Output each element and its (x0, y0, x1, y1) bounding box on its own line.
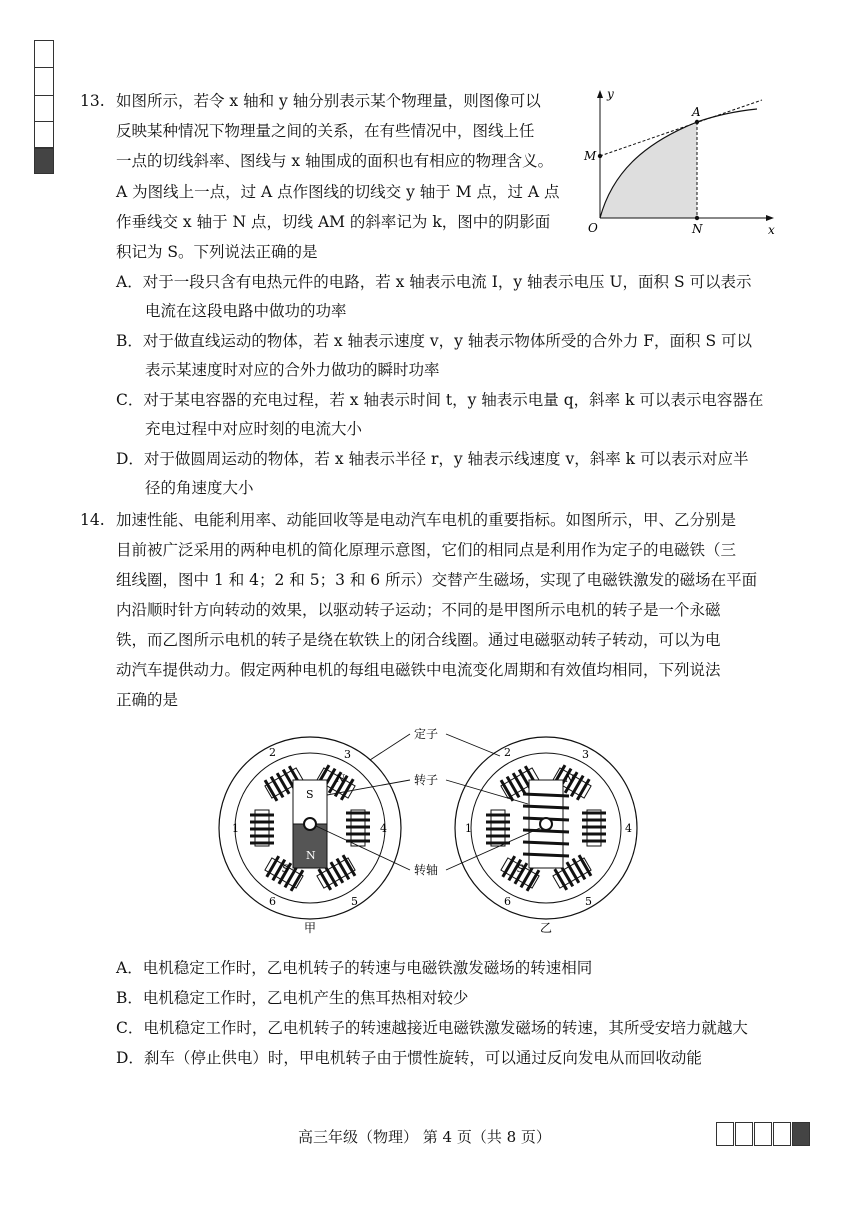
shaded-area (600, 122, 697, 218)
question-14-stem-line: 目前被广泛采用的两种电机的简化原理示意图，它们的相同点是利用作为定子的电磁铁（三 (116, 541, 737, 559)
point-m (598, 154, 602, 158)
question-13-stem-line: 反映某种情况下物理量之间的关系，在有些情况中，图线上任 (116, 122, 535, 140)
point-a-label: A (692, 105, 701, 119)
question-13-stem-line: 如图所示，若令 x 轴和 y 轴分别表示某个物理量，则图像可以 (116, 92, 541, 110)
stator-pole-n: N (565, 774, 574, 785)
question-13-stem-line: A 为图线上一点，过 A 点作图线的切线交 y 轴于 M 点，过 A 点 (116, 183, 560, 201)
coil-label-2: 2 (269, 746, 276, 759)
question-14-stem-line: 动汽车提供动力。假定两种电机的每组电磁铁中电流变化周期和有效值均相同，下列说法 (116, 661, 721, 679)
stator-pole-s: S (517, 864, 524, 875)
coil-label-2: 2 (504, 746, 511, 759)
question-14-option-d: D．刹车（停止供电）时，甲电机转子由于惯性旋转，可以通过反向发电从而回收动能 (116, 1049, 702, 1067)
coil-label-4: 4 (380, 822, 387, 835)
x-axis-label: x (768, 223, 775, 236)
coil-label-3: 3 (582, 748, 589, 761)
coil-label-6: 6 (269, 895, 276, 908)
footer-marker-box (735, 1122, 753, 1146)
point-a (695, 120, 699, 124)
coil-label-1: 1 (465, 822, 472, 835)
caption-yi: 乙 (540, 921, 553, 935)
footer-marker-box (754, 1122, 772, 1146)
label-stator: 定子 (414, 727, 439, 741)
question-13-stem-line: 积记为 S。下列说法正确的是 (116, 243, 318, 261)
footer-marker-box (716, 1122, 734, 1146)
page-marker-box (34, 122, 54, 148)
question-13-number: 13. (80, 92, 105, 110)
point-n (695, 216, 699, 220)
question-13-option-d: D．对于做圆周运动的物体，若 x 轴表示半径 r，y 轴表示线速度 v，斜率 k 可以表示对应半 (116, 450, 749, 468)
question-13-stem-line: 作垂线交 x 轴于 N 点，切线 AM 的斜率记为 k，图中的阴影面 (116, 213, 551, 231)
question-14-stem-line: 正确的是 (116, 691, 179, 709)
question-14-option-c: C．电机稳定工作时，乙电机转子的转速越接近电磁铁激发磁场的转速，其所受安培力就越大 (116, 1019, 748, 1037)
question-14-stem-line: 组线圈，图中 1 和 4；2 和 5；3 和 6 所示）交替产生磁场，实现了电磁铁激发的磁场在平面 (116, 571, 758, 589)
caption-jia: 甲 (304, 921, 317, 935)
page-marker-box (34, 96, 54, 122)
point-n-label: N (692, 222, 703, 236)
motor-diagram (210, 720, 650, 940)
y-axis-label: y (607, 87, 614, 101)
page-marker-box (34, 40, 54, 68)
motor-yi (455, 737, 637, 919)
question-13-graph (582, 84, 782, 236)
question-13-option-d-cont: 径的角速度大小 (145, 479, 254, 497)
page-footer: 高三年级（物理） 第 4 页（共 8 页） (298, 1128, 551, 1146)
question-13-option-c-cont: 充电过程中对应时刻的电流大小 (145, 420, 363, 438)
origin-label: O (588, 221, 598, 235)
stator-pole-n: N (336, 774, 345, 785)
label-rotor: 转子 (414, 773, 439, 787)
question-13-option-c: C．对于某电容器的充电过程，若 x 轴表示时间 t，y 轴表示电量 q，斜率 k 可以表示电容器在 (116, 391, 764, 409)
shaft-jia (304, 818, 316, 830)
x-axis-arrow (766, 215, 774, 221)
question-14-option-b: B．电机稳定工作时，乙电机产生的焦耳热相对较少 (116, 989, 469, 1007)
question-14-number: 14. (80, 511, 105, 529)
question-14-stem-line: 加速性能、电能利用率、动能回收等是电动汽车电机的重要指标。如图所示，甲、乙分别是 (116, 511, 737, 529)
y-axis-arrow (597, 90, 603, 98)
question-13-option-b-cont: 表示某速度时对应的合外力做功的瞬时功率 (145, 361, 440, 379)
question-14-stem-line: 铁，而乙图所示电机的转子是绕在软铁上的闭合线圈。通过电磁驱动转子转动，可以为电 (116, 631, 721, 649)
question-13-option-a-cont: 电流在这段电路中做功的功率 (145, 302, 347, 320)
question-13-option-a: A．对于一段只含有电热元件的电路，若 x 轴表示电流 I，y 轴表示电压 U，面积 S 可以表示 (116, 273, 752, 291)
coil-label-6: 6 (504, 895, 511, 908)
question-14-option-a: A．电机稳定工作时，乙电机转子的转速与电磁铁激发磁场的转速相同 (116, 959, 593, 977)
coil-label-4: 4 (625, 822, 632, 835)
page-marker-box (34, 68, 54, 96)
coil-label-3: 3 (344, 748, 351, 761)
question-14-stem-line: 内沿顺时针方向转动的效果，以驱动转子运动；不同的是甲图所示电机的转子是一个永磁 (116, 601, 721, 619)
coil-label-5: 5 (351, 895, 358, 908)
coil-label-1: 1 (232, 822, 239, 835)
label-shaft: 转轴 (414, 863, 439, 877)
page-marker-filled (34, 148, 54, 174)
question-13-stem-line: 一点的切线斜率、图线与 x 轴围成的面积也有相应的物理含义。 (116, 152, 554, 170)
footer-marker-filled (792, 1122, 810, 1146)
motor-jia (219, 737, 401, 919)
shaft-yi (540, 818, 552, 830)
point-m-label: M (584, 149, 597, 163)
coil-label-5: 5 (585, 895, 592, 908)
stator-pole-s: S (282, 864, 289, 875)
footer-marker-box (773, 1122, 791, 1146)
rotor-s-label: S (306, 788, 314, 801)
question-13-option-b: B．对于做直线运动的物体，若 x 轴表示速度 v，y 轴表示物体所受的合外力 F，面积 S 可以 (116, 332, 753, 350)
rotor-n-label: N (306, 849, 316, 862)
